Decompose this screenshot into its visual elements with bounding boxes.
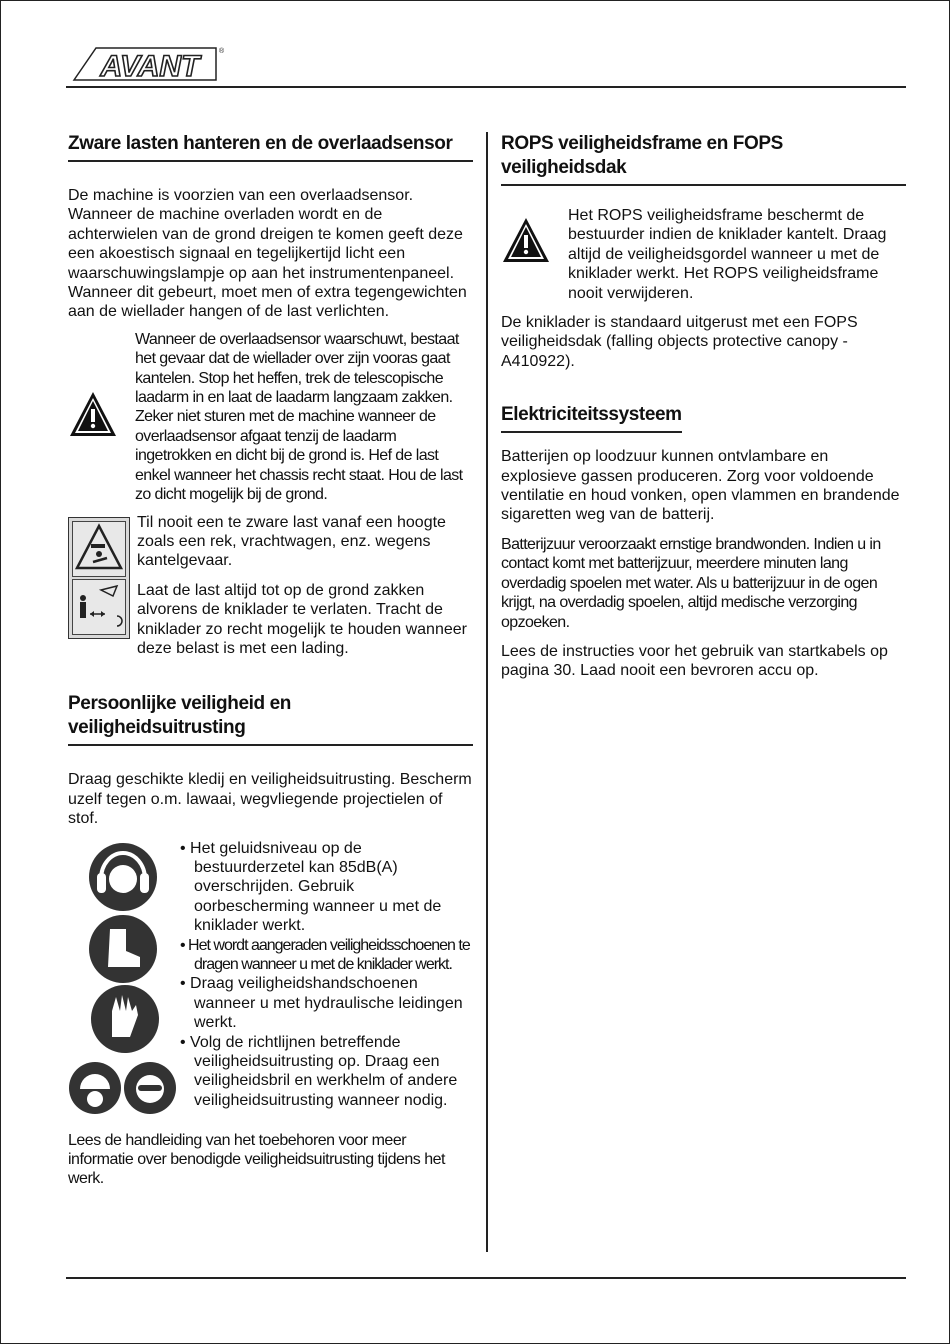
ear-protection-icon [89, 843, 157, 911]
ppe-footnote: Lees de handleiding van het toebehoren voor meer informatie over benodigde veiligheidsuitrusting tijdens het werk. [68, 1131, 445, 1188]
warning-icon-cell [501, 206, 568, 269]
safety-decal [68, 517, 130, 639]
safety-helmet-icon [69, 1062, 121, 1114]
electric-p3: Lees de instructies voor het gebruik van startkabels op pagina 30. Laad nooit een bevroren accu op. [501, 642, 888, 680]
warning-icon-cell [68, 390, 135, 443]
electric-p1: Batterijen op loodzuur kunnen ontvlambare en explosieve gassen produceren. Zorg voor voldoende ventilatie en houd vonken, open vlammen en brandende sigaretten weg van de batterij. [501, 448, 900, 524]
overload-warning-text: Wanneer de overlaadsensor waarschuwt, bestaat het gevaar dat de wiellader over zijn vooras gaat kantelen. Stop het heffen, trek de telescopische laadarm in en laat de laadarm langzaam zakken. Zeker niet sturen met de machine wanneer de overlaadsensor afgaat tenzij de laadarm ingetrokken en dicht bij de grond is. Hef de last enkel wanneer het chassis recht staat. Hou de last zo dicht mogelijk bij de grond. [135, 330, 463, 504]
left-column [68, 132, 473, 1189]
warning-triangle-icon [501, 216, 551, 264]
ppe-bullet: • Het wordt aangeraden veiligheidsschoenen te dragen wanneer u met de kniklader werkt. [180, 936, 470, 973]
svg-text:®: ® [219, 48, 225, 55]
decal-text-1: Til nooit een te zware last vanaf een hoogte zoals een rek, vrachtwagen, enz. wegens kantelgevaar. [137, 513, 446, 570]
decal-block [68, 513, 473, 659]
ppe-block [68, 839, 473, 1119]
safety-gloves-icon [91, 985, 159, 1053]
operator-distance-icon [72, 579, 126, 635]
electric-p2: Batterijzuur veroorzaakt ernstige brandwonden. Indien u in contact komt met batterijzuur, meerdere minuten lang overdadig spoelen met water. Als u batterijzuur in de ogen krijgt, na overdadig spoelen, altijd medische verzorging opzoeken. [501, 535, 881, 631]
header-rule [66, 86, 906, 88]
rops-heading: ROPS veiligheidsframe en FOPS veiligheidsdak [501, 132, 906, 186]
ppe-bullet: • Volg de richtlijnen betreffende veiligheidsuitrusting op. Draag een veiligheidsbril en werkhelm of andere veiligheidsuitrusting wanneer nodig. [180, 1033, 458, 1109]
overload-heading: Zware lasten hanteren en de overlaadsensor [68, 132, 473, 162]
electric-heading: Elektriciteitssysteem [501, 403, 682, 433]
footer-rule [66, 1277, 906, 1279]
rops-body: De kniklader is standaard uitgerust met een FOPS veiligheidsdak (falling objects protective canopy - A410922). [501, 314, 858, 370]
avant-logo [66, 44, 226, 84]
overload-intro: De machine is voorzien van een overlaadsensor. Wanneer de machine overladen wordt en de achterwielen van de grond dreigen te komen geeft deze een akoestisch signaal en tegelijkertijd licht een waarschuwingslampje op aan het instrumentenpaneel. Wanneer dit gebeurt, moet men of extra tegengewichten aan de wiellader hangen of de last verlichten. [68, 187, 467, 321]
column-divider [486, 132, 488, 1252]
ppe-bullet: • Draag veiligheidshandschoenen wanneer u met hydraulische leidingen werkt. [180, 975, 463, 1032]
right-column [501, 132, 906, 681]
ppe-bullet-list [180, 839, 473, 1119]
rops-warning [501, 206, 906, 303]
decal-text-2: Laat de last altijd tot op de grond zakken alvorens de kniklader te verlaten. Tracht de kniklader zo recht mogelijk te houden wanneer deze belast is met een lading. [137, 581, 467, 657]
overload-warning [68, 330, 473, 505]
warning-triangle-icon [68, 390, 118, 438]
safety-glasses-icon [124, 1062, 176, 1114]
logo-text: AVANT [100, 50, 200, 83]
ppe-intro: Draag geschikte kledij en veiligheidsuitrusting. Bescherm uzelf tegen o.m. lawaai, wegvliegende projectielen of stof. [68, 771, 472, 828]
rops-warning-text: Het ROPS veiligheidsframe beschermt de bestuurder indien de kniklader kantelt. Draag altijd de veiligheidsgordel wanneer u met de kniklader werkt. Het ROPS veiligheidsframe nooit verwijderen. [568, 207, 887, 302]
ppe-bullet: • Het geluidsniveau op de bestuurderzetel kan 85dB(A) overschrijden. Gebruik oorbescherming wanneer u met de kniklader werkt. [180, 839, 442, 935]
ppe-icons [68, 839, 176, 1119]
safety-boot-icon [89, 915, 157, 983]
ppe-heading: Persoonlijke veiligheid en veiligheidsuitrusting [68, 692, 473, 746]
tipping-hazard-icon [72, 521, 126, 577]
